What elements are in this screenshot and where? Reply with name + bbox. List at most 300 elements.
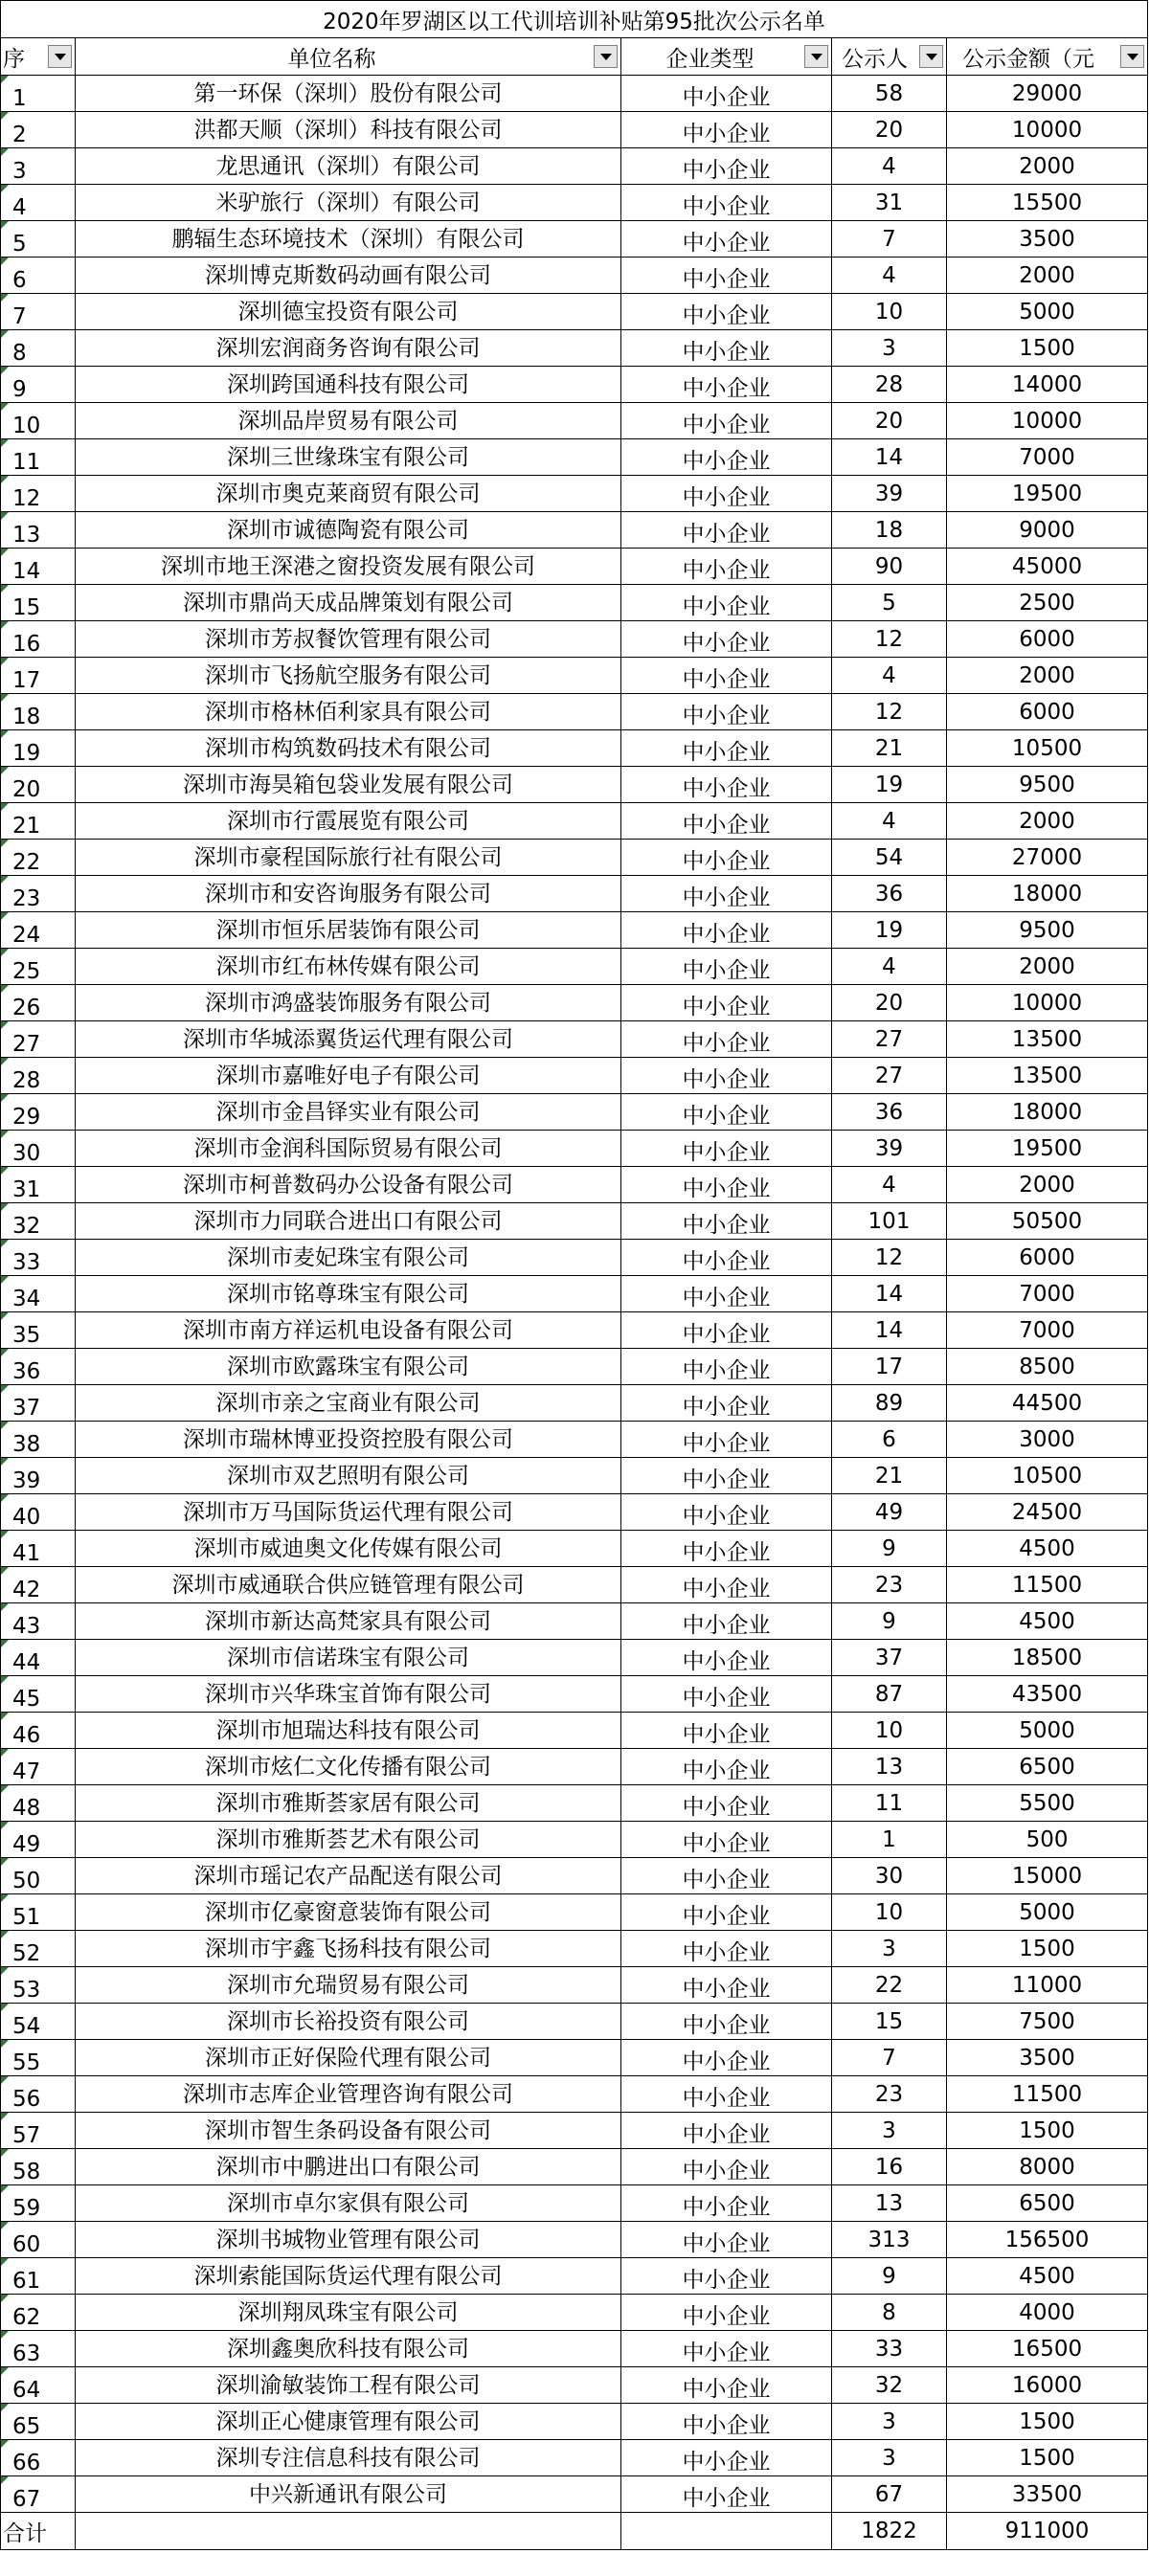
cell-company-name[interactable]: 深圳市恒乐居装饰有限公司 xyxy=(76,912,621,949)
cell-people-count[interactable]: 10 xyxy=(832,1894,947,1931)
cell-seq[interactable] xyxy=(1,2404,76,2440)
cell-people-count[interactable]: 32 xyxy=(832,2367,947,2404)
cell-seq[interactable] xyxy=(1,767,76,803)
cell-amount[interactable]: 43500 xyxy=(947,1676,1148,1713)
cell-enterprise-type[interactable]: 中小企业 xyxy=(621,2004,832,2040)
cell-company-name[interactable]: 深圳市雅斯荟家居有限公司 xyxy=(76,1785,621,1822)
cell-enterprise-type[interactable]: 中小企业 xyxy=(621,549,832,585)
cell-amount[interactable]: 10500 xyxy=(947,1458,1148,1494)
cell-people-count[interactable]: 14 xyxy=(832,1276,947,1312)
cell-amount[interactable]: 18500 xyxy=(947,1640,1148,1676)
cell-enterprise-type[interactable]: 中小企业 xyxy=(621,1567,832,1603)
total-empty-name[interactable] xyxy=(76,2513,621,2550)
cell-company-name[interactable]: 深圳市麦妃珠宝有限公司 xyxy=(76,1240,621,1276)
cell-amount[interactable]: 8500 xyxy=(947,1349,1148,1385)
cell-enterprise-type[interactable]: 中小企业 xyxy=(621,1385,832,1422)
header-people[interactable] xyxy=(832,38,947,76)
cell-amount[interactable]: 1500 xyxy=(947,2404,1148,2440)
cell-company-name[interactable]: 深圳博克斯数码动画有限公司 xyxy=(76,258,621,294)
cell-seq[interactable] xyxy=(1,2476,76,2513)
cell-company-name[interactable]: 深圳市柯普数码办公设备有限公司 xyxy=(76,1167,621,1203)
cell-seq[interactable] xyxy=(1,258,76,294)
cell-seq[interactable] xyxy=(1,2331,76,2367)
cell-amount[interactable]: 44500 xyxy=(947,1385,1148,1422)
cell-company-name[interactable]: 深圳市宇鑫飞扬科技有限公司 xyxy=(76,1931,621,1967)
cell-amount[interactable]: 18000 xyxy=(947,876,1148,912)
cell-company-name[interactable]: 第一环保（深圳）股份有限公司 xyxy=(76,76,621,112)
filter-dropdown-icon[interactable] xyxy=(48,45,72,68)
cell-company-name[interactable]: 深圳市威通联合供应链管理有限公司 xyxy=(76,1567,621,1603)
cell-seq[interactable] xyxy=(1,985,76,1021)
cell-people-count[interactable]: 36 xyxy=(832,876,947,912)
cell-people-count[interactable]: 39 xyxy=(832,476,947,512)
cell-amount[interactable]: 3000 xyxy=(947,1422,1148,1458)
cell-enterprise-type[interactable]: 中小企业 xyxy=(621,2440,832,2476)
header-seq[interactable] xyxy=(1,38,76,76)
cell-company-name[interactable]: 深圳市奥克莱商贸有限公司 xyxy=(76,476,621,512)
cell-company-name[interactable]: 深圳市金昌铎实业有限公司 xyxy=(76,1094,621,1131)
cell-enterprise-type[interactable]: 中小企业 xyxy=(621,439,832,476)
cell-company-name[interactable]: 深圳市格林佰利家具有限公司 xyxy=(76,694,621,730)
cell-company-name[interactable]: 深圳翔凤珠宝有限公司 xyxy=(76,2295,621,2331)
cell-enterprise-type[interactable]: 中小企业 xyxy=(621,1858,832,1894)
cell-people-count[interactable]: 4 xyxy=(832,803,947,840)
cell-people-count[interactable]: 3 xyxy=(832,2113,947,2149)
cell-enterprise-type[interactable]: 中小企业 xyxy=(621,1240,832,1276)
cell-amount[interactable]: 5000 xyxy=(947,1894,1148,1931)
cell-seq[interactable] xyxy=(1,2076,76,2113)
cell-people-count[interactable]: 49 xyxy=(832,1494,947,1531)
cell-enterprise-type[interactable]: 中小企业 xyxy=(621,2367,832,2404)
cell-enterprise-type[interactable]: 中小企业 xyxy=(621,1531,832,1567)
cell-enterprise-type[interactable]: 中小企业 xyxy=(621,621,832,658)
cell-enterprise-type[interactable]: 中小企业 xyxy=(621,512,832,549)
cell-amount[interactable]: 8000 xyxy=(947,2149,1148,2185)
cell-seq[interactable] xyxy=(1,1458,76,1494)
cell-seq[interactable] xyxy=(1,1312,76,1349)
cell-company-name[interactable]: 深圳书城物业管理有限公司 xyxy=(76,2222,621,2258)
cell-people-count[interactable]: 7 xyxy=(832,221,947,258)
cell-amount[interactable]: 9500 xyxy=(947,912,1148,949)
cell-company-name[interactable]: 深圳市瑶记农产品配送有限公司 xyxy=(76,1858,621,1894)
cell-amount[interactable]: 11500 xyxy=(947,1567,1148,1603)
cell-amount[interactable]: 6000 xyxy=(947,621,1148,658)
cell-amount[interactable]: 4000 xyxy=(947,2295,1148,2331)
cell-enterprise-type[interactable]: 中小企业 xyxy=(621,730,832,767)
cell-company-name[interactable]: 深圳市正好保险代理有限公司 xyxy=(76,2040,621,2076)
filter-dropdown-icon[interactable] xyxy=(919,45,943,68)
cell-company-name[interactable]: 深圳市金润科国际贸易有限公司 xyxy=(76,1131,621,1167)
cell-people-count[interactable]: 14 xyxy=(832,1312,947,1349)
cell-amount[interactable]: 6000 xyxy=(947,1240,1148,1276)
filter-dropdown-icon[interactable] xyxy=(594,45,618,68)
cell-people-count[interactable]: 58 xyxy=(832,76,947,112)
cell-seq[interactable] xyxy=(1,2040,76,2076)
cell-seq[interactable] xyxy=(1,1640,76,1676)
cell-seq[interactable] xyxy=(1,1494,76,1531)
cell-people-count[interactable]: 4 xyxy=(832,1167,947,1203)
cell-people-count[interactable]: 9 xyxy=(832,1603,947,1640)
cell-company-name[interactable]: 深圳市亿豪窗意装饰有限公司 xyxy=(76,1894,621,1931)
cell-people-count[interactable]: 15 xyxy=(832,2004,947,2040)
total-label[interactable]: 合计 xyxy=(1,2513,76,2550)
cell-people-count[interactable]: 8 xyxy=(832,2295,947,2331)
total-people[interactable]: 1822 xyxy=(832,2513,947,2550)
cell-enterprise-type[interactable]: 中小企业 xyxy=(621,1203,832,1240)
cell-enterprise-type[interactable]: 中小企业 xyxy=(621,658,832,694)
cell-seq[interactable] xyxy=(1,1203,76,1240)
cell-amount[interactable]: 1500 xyxy=(947,2440,1148,2476)
cell-enterprise-type[interactable]: 中小企业 xyxy=(621,2295,832,2331)
cell-company-name[interactable]: 深圳品岸贸易有限公司 xyxy=(76,403,621,439)
cell-seq[interactable] xyxy=(1,2113,76,2149)
cell-amount[interactable]: 2000 xyxy=(947,803,1148,840)
cell-amount[interactable]: 10000 xyxy=(947,112,1148,148)
cell-seq[interactable] xyxy=(1,403,76,439)
cell-amount[interactable]: 7000 xyxy=(947,1312,1148,1349)
cell-company-name[interactable]: 中兴新通讯有限公司 xyxy=(76,2476,621,2513)
cell-company-name[interactable]: 深圳市力同联合进出口有限公司 xyxy=(76,1203,621,1240)
cell-people-count[interactable]: 6 xyxy=(832,1422,947,1458)
cell-people-count[interactable]: 37 xyxy=(832,1640,947,1676)
cell-company-name[interactable]: 鹏辐生态环境技术（深圳）有限公司 xyxy=(76,221,621,258)
cell-people-count[interactable]: 19 xyxy=(832,912,947,949)
cell-people-count[interactable]: 23 xyxy=(832,1567,947,1603)
header-name[interactable] xyxy=(76,38,621,76)
cell-enterprise-type[interactable]: 中小企业 xyxy=(621,367,832,403)
cell-seq[interactable] xyxy=(1,439,76,476)
cell-company-name[interactable]: 深圳市南方祥运机电设备有限公司 xyxy=(76,1312,621,1349)
cell-people-count[interactable]: 33 xyxy=(832,2331,947,2367)
cell-enterprise-type[interactable]: 中小企业 xyxy=(621,2076,832,2113)
cell-people-count[interactable]: 18 xyxy=(832,512,947,549)
cell-company-name[interactable]: 深圳市海昊箱包袋业发展有限公司 xyxy=(76,767,621,803)
cell-people-count[interactable]: 9 xyxy=(832,1531,947,1567)
cell-enterprise-type[interactable]: 中小企业 xyxy=(621,840,832,876)
cell-enterprise-type[interactable]: 中小企业 xyxy=(621,912,832,949)
cell-company-name[interactable]: 深圳市豪程国际旅行社有限公司 xyxy=(76,840,621,876)
cell-amount[interactable]: 4500 xyxy=(947,2258,1148,2295)
cell-people-count[interactable]: 21 xyxy=(832,730,947,767)
cell-amount[interactable]: 156500 xyxy=(947,2222,1148,2258)
cell-company-name[interactable]: 深圳市允瑞贸易有限公司 xyxy=(76,1967,621,2004)
cell-people-count[interactable]: 4 xyxy=(832,258,947,294)
cell-seq[interactable] xyxy=(1,2185,76,2222)
cell-company-name[interactable]: 深圳市鸿盛装饰服务有限公司 xyxy=(76,985,621,1021)
cell-company-name[interactable]: 深圳市行霞展览有限公司 xyxy=(76,803,621,840)
cell-people-count[interactable]: 4 xyxy=(832,949,947,985)
cell-enterprise-type[interactable]: 中小企业 xyxy=(621,2113,832,2149)
cell-enterprise-type[interactable]: 中小企业 xyxy=(621,1894,832,1931)
cell-enterprise-type[interactable]: 中小企业 xyxy=(621,1967,832,2004)
cell-seq[interactable] xyxy=(1,1822,76,1858)
cell-amount[interactable]: 7500 xyxy=(947,2004,1148,2040)
filter-dropdown-icon[interactable] xyxy=(804,45,828,68)
cell-seq[interactable] xyxy=(1,2367,76,2404)
cell-people-count[interactable]: 101 xyxy=(832,1203,947,1240)
cell-amount[interactable]: 18000 xyxy=(947,1094,1148,1131)
cell-seq[interactable] xyxy=(1,1422,76,1458)
cell-people-count[interactable]: 3 xyxy=(832,2440,947,2476)
cell-people-count[interactable]: 21 xyxy=(832,1458,947,1494)
cell-enterprise-type[interactable]: 中小企业 xyxy=(621,949,832,985)
cell-enterprise-type[interactable]: 中小企业 xyxy=(621,1640,832,1676)
cell-company-name[interactable]: 深圳市诚德陶瓷有限公司 xyxy=(76,512,621,549)
cell-enterprise-type[interactable]: 中小企业 xyxy=(621,585,832,621)
cell-seq[interactable] xyxy=(1,1276,76,1312)
cell-amount[interactable]: 500 xyxy=(947,1822,1148,1858)
cell-seq[interactable] xyxy=(1,549,76,585)
cell-company-name[interactable]: 深圳市兴华珠宝首饰有限公司 xyxy=(76,1676,621,1713)
cell-enterprise-type[interactable]: 中小企业 xyxy=(621,2149,832,2185)
cell-amount[interactable]: 10000 xyxy=(947,985,1148,1021)
cell-company-name[interactable]: 深圳市嘉唯好电子有限公司 xyxy=(76,1058,621,1094)
cell-people-count[interactable]: 19 xyxy=(832,767,947,803)
cell-company-name[interactable]: 深圳市铭尊珠宝有限公司 xyxy=(76,1276,621,1312)
cell-people-count[interactable]: 54 xyxy=(832,840,947,876)
cell-company-name[interactable]: 深圳市华城添翼货运代理有限公司 xyxy=(76,1021,621,1058)
cell-people-count[interactable]: 4 xyxy=(832,658,947,694)
cell-seq[interactable] xyxy=(1,1967,76,2004)
cell-people-count[interactable]: 31 xyxy=(832,185,947,221)
cell-seq[interactable] xyxy=(1,1094,76,1131)
cell-enterprise-type[interactable]: 中小企业 xyxy=(621,185,832,221)
cell-company-name[interactable]: 深圳市信诺珠宝有限公司 xyxy=(76,1640,621,1676)
cell-enterprise-type[interactable]: 中小企业 xyxy=(621,148,832,185)
cell-enterprise-type[interactable]: 中小企业 xyxy=(621,1312,832,1349)
cell-company-name[interactable]: 深圳跨国通科技有限公司 xyxy=(76,367,621,403)
cell-amount[interactable]: 1500 xyxy=(947,1931,1148,1967)
cell-company-name[interactable]: 深圳德宝投资有限公司 xyxy=(76,294,621,330)
cell-people-count[interactable]: 3 xyxy=(832,1931,947,1967)
cell-amount[interactable]: 50500 xyxy=(947,1203,1148,1240)
cell-company-name[interactable]: 深圳市芳叔餐饮管理有限公司 xyxy=(76,621,621,658)
cell-company-name[interactable]: 龙思通讯（深圳）有限公司 xyxy=(76,148,621,185)
filter-dropdown-icon[interactable] xyxy=(1120,45,1144,68)
cell-amount[interactable]: 29000 xyxy=(947,76,1148,112)
cell-company-name[interactable]: 深圳市飞扬航空服务有限公司 xyxy=(76,658,621,694)
cell-people-count[interactable]: 12 xyxy=(832,1240,947,1276)
cell-people-count[interactable]: 90 xyxy=(832,549,947,585)
cell-amount[interactable]: 2000 xyxy=(947,148,1148,185)
cell-company-name[interactable]: 深圳市新达高梵家具有限公司 xyxy=(76,1603,621,1640)
cell-enterprise-type[interactable]: 中小企业 xyxy=(621,2040,832,2076)
cell-amount[interactable]: 4500 xyxy=(947,1531,1148,1567)
cell-enterprise-type[interactable]: 中小企业 xyxy=(621,803,832,840)
cell-enterprise-type[interactable]: 中小企业 xyxy=(621,2185,832,2222)
cell-people-count[interactable]: 17 xyxy=(832,1349,947,1385)
cell-company-name[interactable]: 深圳市鼎尚天成品牌策划有限公司 xyxy=(76,585,621,621)
cell-enterprise-type[interactable]: 中小企业 xyxy=(621,985,832,1021)
cell-company-name[interactable]: 深圳索能国际货运代理有限公司 xyxy=(76,2258,621,2295)
cell-seq[interactable] xyxy=(1,1749,76,1785)
cell-amount[interactable]: 3500 xyxy=(947,2040,1148,2076)
cell-people-count[interactable]: 22 xyxy=(832,1967,947,2004)
cell-people-count[interactable]: 20 xyxy=(832,985,947,1021)
cell-amount[interactable]: 16000 xyxy=(947,2367,1148,2404)
cell-people-count[interactable]: 4 xyxy=(832,148,947,185)
cell-amount[interactable]: 7000 xyxy=(947,439,1148,476)
cell-amount[interactable]: 5000 xyxy=(947,294,1148,330)
cell-enterprise-type[interactable]: 中小企业 xyxy=(621,294,832,330)
cell-seq[interactable] xyxy=(1,185,76,221)
cell-seq[interactable] xyxy=(1,585,76,621)
cell-seq[interactable] xyxy=(1,694,76,730)
cell-seq[interactable] xyxy=(1,876,76,912)
cell-amount[interactable]: 1500 xyxy=(947,330,1148,367)
sheet-title[interactable]: 2020年罗湖区以工代训培训补贴第95批次公示名单 xyxy=(1,1,1148,38)
cell-people-count[interactable]: 10 xyxy=(832,294,947,330)
cell-seq[interactable] xyxy=(1,294,76,330)
cell-enterprise-type[interactable]: 中小企业 xyxy=(621,112,832,148)
cell-seq[interactable] xyxy=(1,803,76,840)
cell-seq[interactable] xyxy=(1,658,76,694)
cell-enterprise-type[interactable]: 中小企业 xyxy=(621,1094,832,1131)
cell-seq[interactable] xyxy=(1,2222,76,2258)
cell-seq[interactable] xyxy=(1,1603,76,1640)
cell-company-name[interactable]: 深圳市构筑数码技术有限公司 xyxy=(76,730,621,767)
cell-people-count[interactable]: 20 xyxy=(832,403,947,439)
total-empty-type[interactable] xyxy=(621,2513,832,2550)
cell-amount[interactable]: 5000 xyxy=(947,1713,1148,1749)
cell-company-name[interactable]: 深圳渝敏装饰工程有限公司 xyxy=(76,2367,621,2404)
cell-enterprise-type[interactable]: 中小企业 xyxy=(621,1349,832,1385)
cell-seq[interactable] xyxy=(1,367,76,403)
cell-enterprise-type[interactable]: 中小企业 xyxy=(621,1131,832,1167)
cell-people-count[interactable]: 67 xyxy=(832,2476,947,2513)
cell-company-name[interactable]: 深圳市智生条码设备有限公司 xyxy=(76,2113,621,2149)
cell-seq[interactable] xyxy=(1,330,76,367)
cell-enterprise-type[interactable]: 中小企业 xyxy=(621,2331,832,2367)
cell-people-count[interactable]: 14 xyxy=(832,439,947,476)
cell-company-name[interactable]: 深圳市卓尔家俱有限公司 xyxy=(76,2185,621,2222)
cell-seq[interactable] xyxy=(1,221,76,258)
cell-enterprise-type[interactable]: 中小企业 xyxy=(621,258,832,294)
cell-enterprise-type[interactable]: 中小企业 xyxy=(621,1422,832,1458)
cell-company-name[interactable]: 深圳市威迪奥文化传媒有限公司 xyxy=(76,1531,621,1567)
cell-company-name[interactable]: 深圳市瑞林博亚投资控股有限公司 xyxy=(76,1422,621,1458)
cell-amount[interactable]: 24500 xyxy=(947,1494,1148,1531)
cell-amount[interactable]: 11500 xyxy=(947,2076,1148,2113)
cell-company-name[interactable]: 深圳市志库企业管理咨询有限公司 xyxy=(76,2076,621,2113)
cell-seq[interactable] xyxy=(1,2149,76,2185)
cell-people-count[interactable]: 27 xyxy=(832,1021,947,1058)
cell-enterprise-type[interactable]: 中小企业 xyxy=(621,76,832,112)
cell-amount[interactable]: 2000 xyxy=(947,658,1148,694)
cell-seq[interactable] xyxy=(1,1385,76,1422)
cell-people-count[interactable]: 39 xyxy=(832,1131,947,1167)
cell-company-name[interactable]: 深圳三世缘珠宝有限公司 xyxy=(76,439,621,476)
cell-people-count[interactable]: 16 xyxy=(832,2149,947,2185)
header-amount[interactable] xyxy=(947,38,1148,76)
cell-amount[interactable]: 2000 xyxy=(947,258,1148,294)
cell-amount[interactable]: 13500 xyxy=(947,1058,1148,1094)
cell-people-count[interactable]: 11 xyxy=(832,1785,947,1822)
cell-company-name[interactable]: 深圳市红布林传媒有限公司 xyxy=(76,949,621,985)
cell-enterprise-type[interactable]: 中小企业 xyxy=(621,476,832,512)
cell-amount[interactable]: 10000 xyxy=(947,403,1148,439)
cell-seq[interactable] xyxy=(1,476,76,512)
cell-amount[interactable]: 19500 xyxy=(947,476,1148,512)
cell-enterprise-type[interactable]: 中小企业 xyxy=(621,2476,832,2513)
cell-seq[interactable] xyxy=(1,1131,76,1167)
cell-people-count[interactable]: 9 xyxy=(832,2258,947,2295)
cell-people-count[interactable]: 12 xyxy=(832,621,947,658)
cell-seq[interactable] xyxy=(1,1349,76,1385)
cell-amount[interactable]: 16500 xyxy=(947,2331,1148,2367)
cell-enterprise-type[interactable]: 中小企业 xyxy=(621,403,832,439)
cell-company-name[interactable]: 深圳宏润商务咨询有限公司 xyxy=(76,330,621,367)
cell-seq[interactable] xyxy=(1,2004,76,2040)
cell-company-name[interactable]: 深圳市双艺照明有限公司 xyxy=(76,1458,621,1494)
cell-amount[interactable]: 45000 xyxy=(947,549,1148,585)
cell-seq[interactable] xyxy=(1,2440,76,2476)
cell-seq[interactable] xyxy=(1,621,76,658)
cell-company-name[interactable]: 深圳鑫奥欣科技有限公司 xyxy=(76,2331,621,2367)
cell-seq[interactable] xyxy=(1,112,76,148)
cell-people-count[interactable]: 12 xyxy=(832,694,947,730)
cell-company-name[interactable]: 深圳市长裕投资有限公司 xyxy=(76,2004,621,2040)
cell-enterprise-type[interactable]: 中小企业 xyxy=(621,221,832,258)
cell-amount[interactable]: 19500 xyxy=(947,1131,1148,1167)
cell-company-name[interactable]: 深圳正心健康管理有限公司 xyxy=(76,2404,621,2440)
cell-company-name[interactable]: 深圳市地王深港之窗投资发展有限公司 xyxy=(76,549,621,585)
cell-seq[interactable] xyxy=(1,949,76,985)
cell-amount[interactable]: 2000 xyxy=(947,949,1148,985)
cell-seq[interactable] xyxy=(1,1021,76,1058)
cell-enterprise-type[interactable]: 中小企业 xyxy=(621,1713,832,1749)
header-type[interactable] xyxy=(621,38,832,76)
cell-company-name[interactable]: 深圳专注信息科技有限公司 xyxy=(76,2440,621,2476)
cell-seq[interactable] xyxy=(1,912,76,949)
cell-enterprise-type[interactable]: 中小企业 xyxy=(621,1021,832,1058)
cell-amount[interactable]: 2000 xyxy=(947,1167,1148,1203)
cell-enterprise-type[interactable]: 中小企业 xyxy=(621,1494,832,1531)
cell-amount[interactable]: 9500 xyxy=(947,767,1148,803)
cell-enterprise-type[interactable]: 中小企业 xyxy=(621,1276,832,1312)
cell-people-count[interactable]: 28 xyxy=(832,367,947,403)
cell-amount[interactable]: 1500 xyxy=(947,2113,1148,2149)
cell-people-count[interactable]: 3 xyxy=(832,330,947,367)
cell-people-count[interactable]: 87 xyxy=(832,1676,947,1713)
cell-people-count[interactable]: 23 xyxy=(832,2076,947,2113)
cell-seq[interactable] xyxy=(1,2295,76,2331)
cell-people-count[interactable]: 313 xyxy=(832,2222,947,2258)
cell-enterprise-type[interactable]: 中小企业 xyxy=(621,1458,832,1494)
cell-seq[interactable] xyxy=(1,1058,76,1094)
cell-amount[interactable]: 27000 xyxy=(947,840,1148,876)
cell-amount[interactable]: 11000 xyxy=(947,1967,1148,2004)
cell-enterprise-type[interactable]: 中小企业 xyxy=(621,2222,832,2258)
cell-amount[interactable]: 14000 xyxy=(947,367,1148,403)
cell-company-name[interactable]: 深圳市炫仁文化传播有限公司 xyxy=(76,1749,621,1785)
cell-seq[interactable] xyxy=(1,2258,76,2295)
cell-people-count[interactable]: 30 xyxy=(832,1858,947,1894)
cell-people-count[interactable]: 13 xyxy=(832,2185,947,2222)
cell-company-name[interactable]: 米驴旅行（深圳）有限公司 xyxy=(76,185,621,221)
cell-enterprise-type[interactable]: 中小企业 xyxy=(621,1749,832,1785)
cell-seq[interactable] xyxy=(1,1858,76,1894)
cell-seq[interactable] xyxy=(1,148,76,185)
cell-seq[interactable] xyxy=(1,1531,76,1567)
cell-company-name[interactable]: 深圳市万马国际货运代理有限公司 xyxy=(76,1494,621,1531)
cell-people-count[interactable]: 5 xyxy=(832,585,947,621)
cell-amount[interactable]: 5500 xyxy=(947,1785,1148,1822)
cell-seq[interactable] xyxy=(1,1240,76,1276)
cell-amount[interactable]: 6500 xyxy=(947,2185,1148,2222)
cell-people-count[interactable]: 27 xyxy=(832,1058,947,1094)
cell-seq[interactable] xyxy=(1,1785,76,1822)
